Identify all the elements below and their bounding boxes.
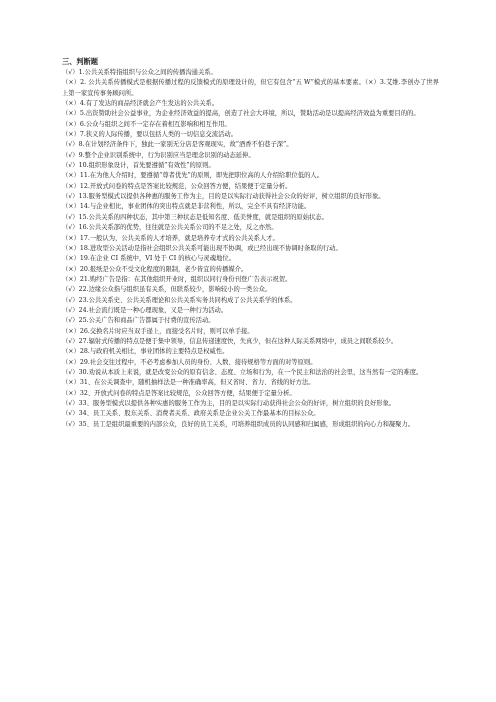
question-item: （×）19.在企业 CI 系统中，VI 处于 CI 的核心与灵魂地位。 bbox=[62, 255, 235, 263]
question-item: （√）24.社会流行既是一种心理现象，又是一种行为活动。 bbox=[62, 306, 228, 314]
question-item: （×）31、在公关调查中，随机抽样法是一种准确率高，但又省时、省力、省线的好方法。 bbox=[62, 379, 315, 387]
question-item: （√）34、员工关系、股东关系、消费者关系、政府关系是企业公关工作最基本的目标公众。 bbox=[62, 410, 320, 418]
question-list bbox=[62, 68, 439, 430]
question-item: （√）27.辐射式传播的特点是便于集中领导，信息传递速度快，失真少，但在这种人际关系网络中，成员之间联系较少。 bbox=[62, 337, 398, 345]
section-title: 三、判断题 bbox=[62, 57, 98, 66]
question-item: （√）13.服务型模式以提供各种惠的服务工作为主，目的是以实际行动获得社会公众的好评，树立组织的良好形象。 bbox=[62, 193, 385, 201]
question-item: （×）29.社会交往过程中，不必考虑参加人员的身份、人数、接待规格等方面的对等原则。 bbox=[62, 358, 317, 366]
question-item: （×）32、开放式问卷的特点是答案比较规范，公众回答方便，结果便于定量分析。 bbox=[62, 389, 296, 397]
question-item: （√）35、员工是组织最重要的内部公众，良好的员工关系，可培养组织成员的认同感和归属感，形成组织的向心力和凝聚力。 bbox=[62, 420, 415, 428]
question-item: （√）22.边缘公众指与组织虽有关系，但联系较少，影响较小的一类公众。 bbox=[62, 286, 272, 294]
question-item: （√）1.公共关系特指组织与公众之间的传播沟通关系。 bbox=[62, 69, 217, 76]
question-item: （×）20.报纸是公众不受文化程度的限制，老少皆宜的传播媒介。 bbox=[62, 265, 248, 273]
question-item: （√）23.公共关系史、公共关系理论和公共关系实务共同构成了公共关系学的体系。 bbox=[62, 296, 297, 304]
question-item: （×）6.公众与组织之间不一定存在着相互影响和相互作用。 bbox=[62, 120, 231, 128]
question-item: （√）10.组织形象设计，首先要遵循“有效性”的原则。 bbox=[62, 162, 215, 170]
question-item: （×）18.进攻型公关活动是指社会组织公共关系可能出现不协调，或已经出现不协调时条取的行动。 bbox=[62, 244, 342, 252]
question-item: （√）16.公共关系部的优势，往往就是公共关系公司的不足之处，反之亦然。 bbox=[62, 224, 278, 232]
question-item: （√）15.公共关系的四种状态，其中第三种状态是低知名度、低美誉度，就是组织的原始状态。 bbox=[62, 213, 328, 221]
question-item: （√）33、服务型模式以提供各种实惠的服务工作为主，目的是以实际行动获得社会公众的好评，树立组织的良好形象。 bbox=[62, 400, 396, 407]
question-item: （×）12.开放式问卷的特点是答案比较规范，公众回答方便，结果便于定量分析。 bbox=[62, 182, 292, 190]
question-item: （√）25.公关广告和商品广告都属于付费的宣传活动。 bbox=[62, 317, 215, 325]
question-item: （×）11.在为他人介绍时，要遵循“尊者优先”的原则，即先把职位高的人介绍给职位低的人。 bbox=[62, 172, 324, 180]
question-item: （√）9.整个企业识别系统中，行为识别应当是理念识别的动态延伸。 bbox=[62, 151, 255, 159]
question-item: （×）28.与政府机关相比，事业团体的主要特点是权威性。 bbox=[62, 348, 229, 356]
question-item: （×）17.一般认为，公共关系的人才培养，就是培养专才式的公共关系人才。 bbox=[62, 234, 279, 242]
question-item: （×）4.有了发达的商品经济就会产生发达的公共关系。 bbox=[62, 100, 219, 108]
question-item: （×）21.购经广告是指：在其他组织开业时，组织以同行身份刊登广告表示祝贺。 bbox=[62, 275, 292, 283]
question-item: （×）7.狭义的人际传播，要以包括人类的一切信息交流活动。 bbox=[62, 131, 238, 139]
question-item: （√）30.劝说从本质上来说，就是改变公众的原有信念、态度、立场和行为，在一个民主和法治的社会里，这当然有一定的难度。 bbox=[62, 368, 423, 376]
question-item: （×）14.与企业相比，事业团体的突出特点就是非营利性，所以，完全不具有经济功能。 bbox=[62, 203, 311, 211]
question-item: （×）2. 公共关系传播模式是根据传播过程的反馈模式的原理设计的，但它有包含“五 W”模式的基本要素。（×）3.艾维.李创办了世界上第一家宣传事务顾问所。 bbox=[62, 79, 439, 97]
question-item: （×）5.出资赞助社会公益事业，为企业经济效益的提高，创造了社会大环境，所以，赞助活动是以提高经济效益为重要目的的。 bbox=[62, 110, 420, 118]
document-page bbox=[62, 56, 439, 430]
question-item: （√）8.在计划经济条件下，独此一家别无分店是客观现实，故“酒香不怕巷子深”。 bbox=[62, 141, 293, 149]
question-item: （×）26.交换名片时应当双手递上，而接受名片时，则可以单手接。 bbox=[62, 327, 254, 335]
